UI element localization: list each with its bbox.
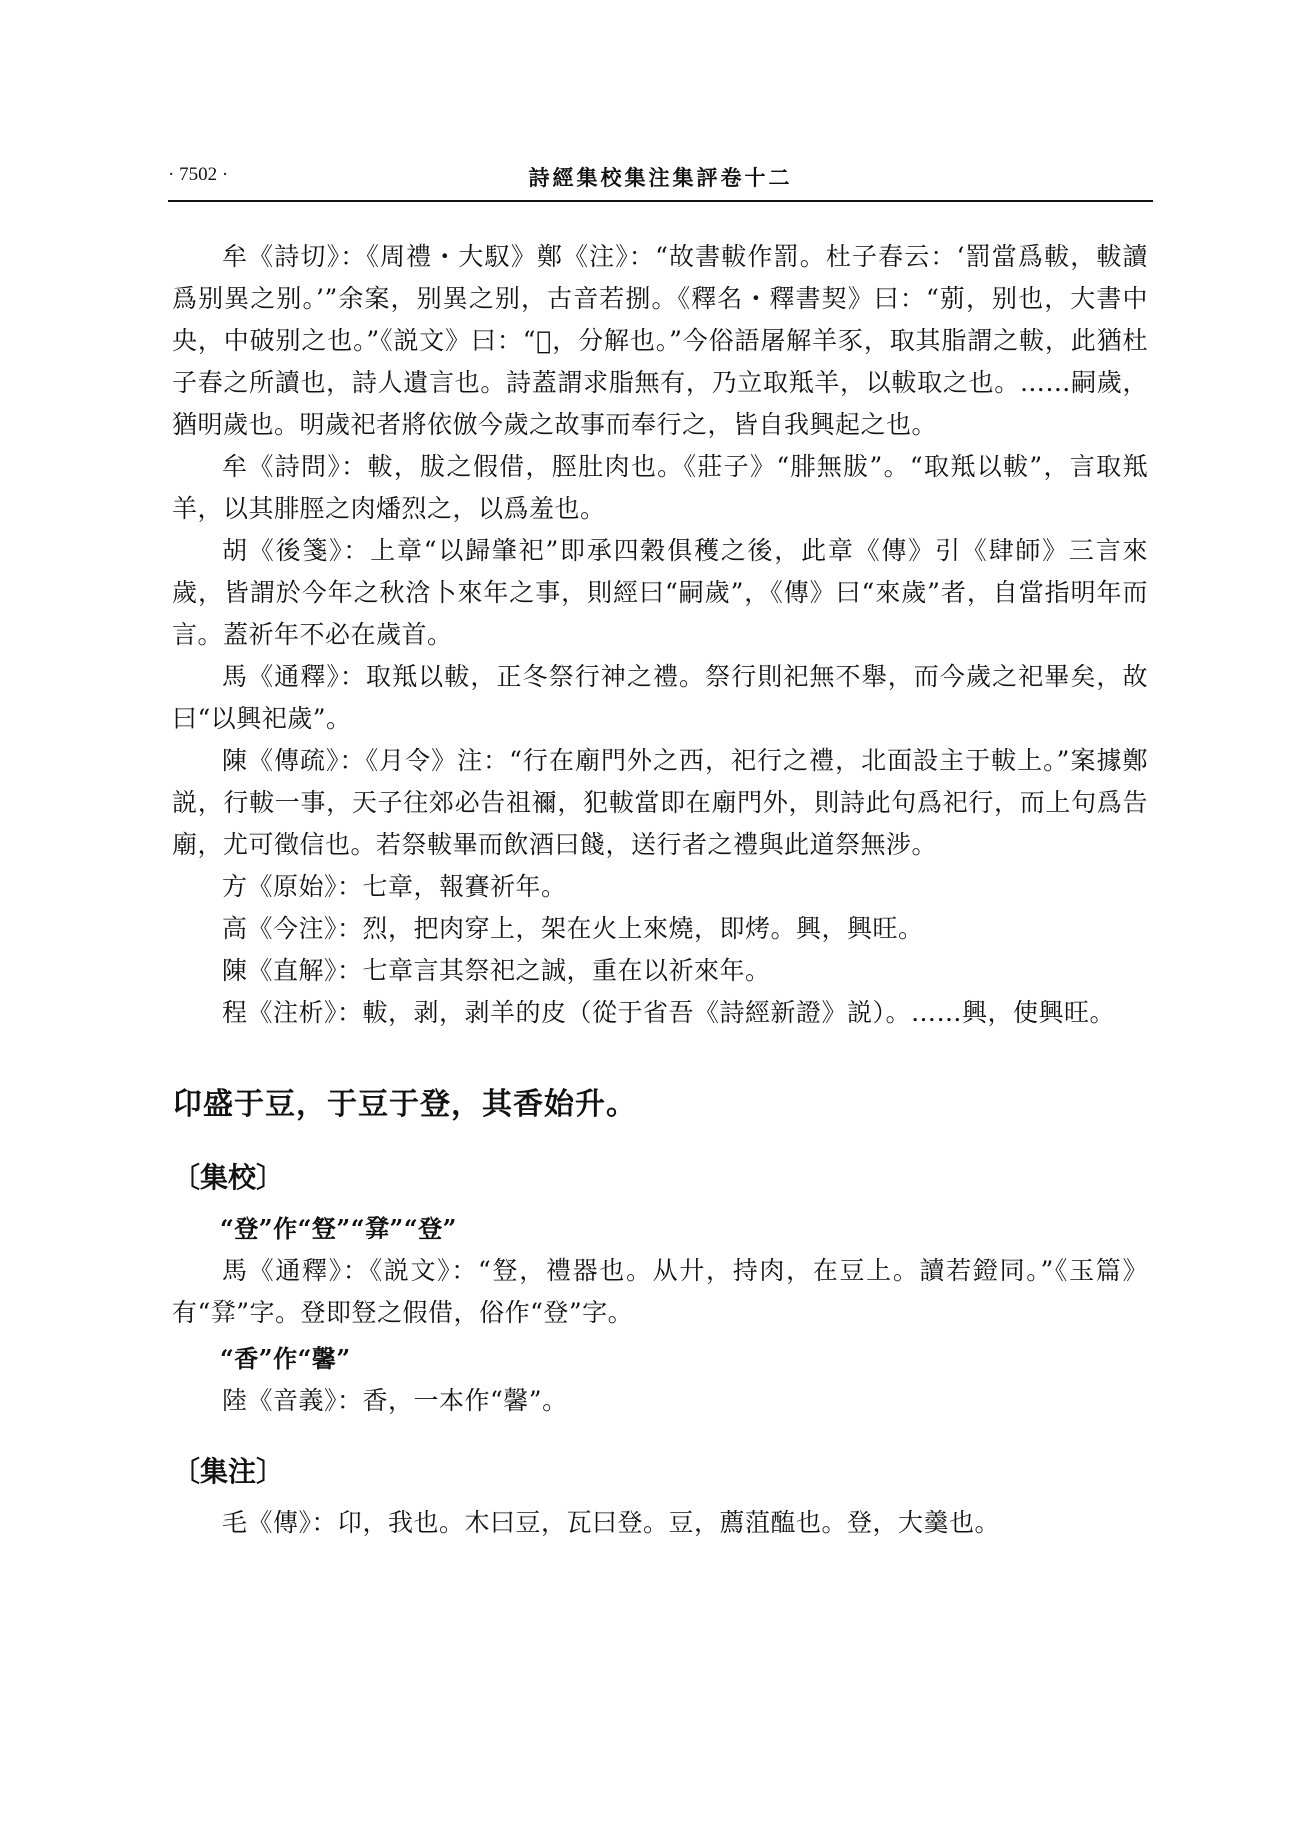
page-header: [168, 160, 1153, 200]
page-body: [172, 236, 1148, 1544]
collation-paragraph: 馬《通釋》：《説文》：“豋，禮器也。从廾，持肉，在豆上。讀若鐙同。”《玉篇》有“𤼷”字。登即豋之假借，俗作“登”字。: [172, 1256, 1148, 1327]
commentary-paragraph: 馬《通釋》：取羝以軷，正冬祭行神之禮。祭行則祀無不舉，而今歲之祀畢矣，故曰“以興祀歲”。: [172, 662, 1148, 733]
commentary-paragraph: 牟《詩問》：軷，胈之假借，脛肚肉也。《莊子》“腓無胈”。“取羝以軷”，言取羝羊，以其腓脛之肉燔烈之，以爲羞也。: [172, 452, 1148, 523]
commentary-paragraph: 方《原始》：七章，報賽祈年。: [222, 872, 567, 901]
page-number: · 7502 ·: [168, 164, 229, 185]
annotation-paragraph: 毛《傳》：卬，我也。木曰豆，瓦曰登。豆，薦菹醢也。登，大羹也。: [222, 1508, 1001, 1537]
commentary-paragraph: 陳《直解》：七章言其祭祀之誠，重在以祈來年。: [222, 956, 771, 985]
commentary-paragraph: 程《注析》：軷，剥，剥羊的皮（從于省吾《詩經新證》説）。……興，使興旺。: [222, 998, 1116, 1027]
header-rule: [168, 200, 1153, 202]
section-heading-jiaoxiao: 〔集校〕: [172, 1161, 285, 1194]
commentary-paragraph: 胡《後箋》：上章“以歸肇祀”即承四穀俱穫之後，此章《傳》引《肆師》三言來歲，皆謂於今年之秋浛卜來年之事，則經曰“嗣歲”，《傳》曰“來歲”者，自當指明年而言。蓋祈年不必在歲首。: [172, 536, 1148, 649]
variant-heading: “登”作“豋”“𤼷”“登”: [220, 1214, 457, 1243]
commentary-paragraph: 陳《傳疏》：《月令》注：“行在廟門外之西，祀行之禮，北面設主于軷上。”案據鄭説，行軷一事，天子往郊必告祖禰，犯軷當即在廟門外，則詩此句爲祀行，而上句爲告廟，尤可徵信也。若祭軷畢而飲酒曰餞，送行者之禮與此道祭無涉。: [172, 746, 1148, 859]
section-heading-jizhu: 〔集注〕: [172, 1455, 285, 1488]
commentary-paragraph: 牟《詩切》：《周禮・大馭》鄭《注》：“故書軷作罰。杜子春云：‘罰當爲軷，軷讀爲别異之别。’”余案，别異之别，古音若捌。《釋名・釋書契》曰：“莂，别也，大書中央，中破别之也。”《説文》曰：“𠚕，分解也。”今俗語屠解羊豕，取其脂謂之軷，此猶杜子春之所讀也，詩人遺言也。詩蓋謂求脂無有，乃立取羝羊，以軷取之也。……嗣歲，猶明歲也。明歲祀者將依倣今歲之故事而奉行之，皆自我興起之也。: [172, 242, 1148, 439]
commentary-paragraph: 高《今注》：烈，把肉穿上，架在火上來燒，即烤。興，興旺。: [222, 914, 924, 943]
running-title: 詩經集校集注集評卷十二: [528, 165, 793, 190]
variant-heading: “香”作“馨”: [220, 1344, 351, 1373]
verse-line: 卬盛于豆，于豆于登，其香始升。: [172, 1087, 637, 1122]
collation-paragraph: 陸《音義》：香，一本作“馨”。: [222, 1386, 568, 1415]
